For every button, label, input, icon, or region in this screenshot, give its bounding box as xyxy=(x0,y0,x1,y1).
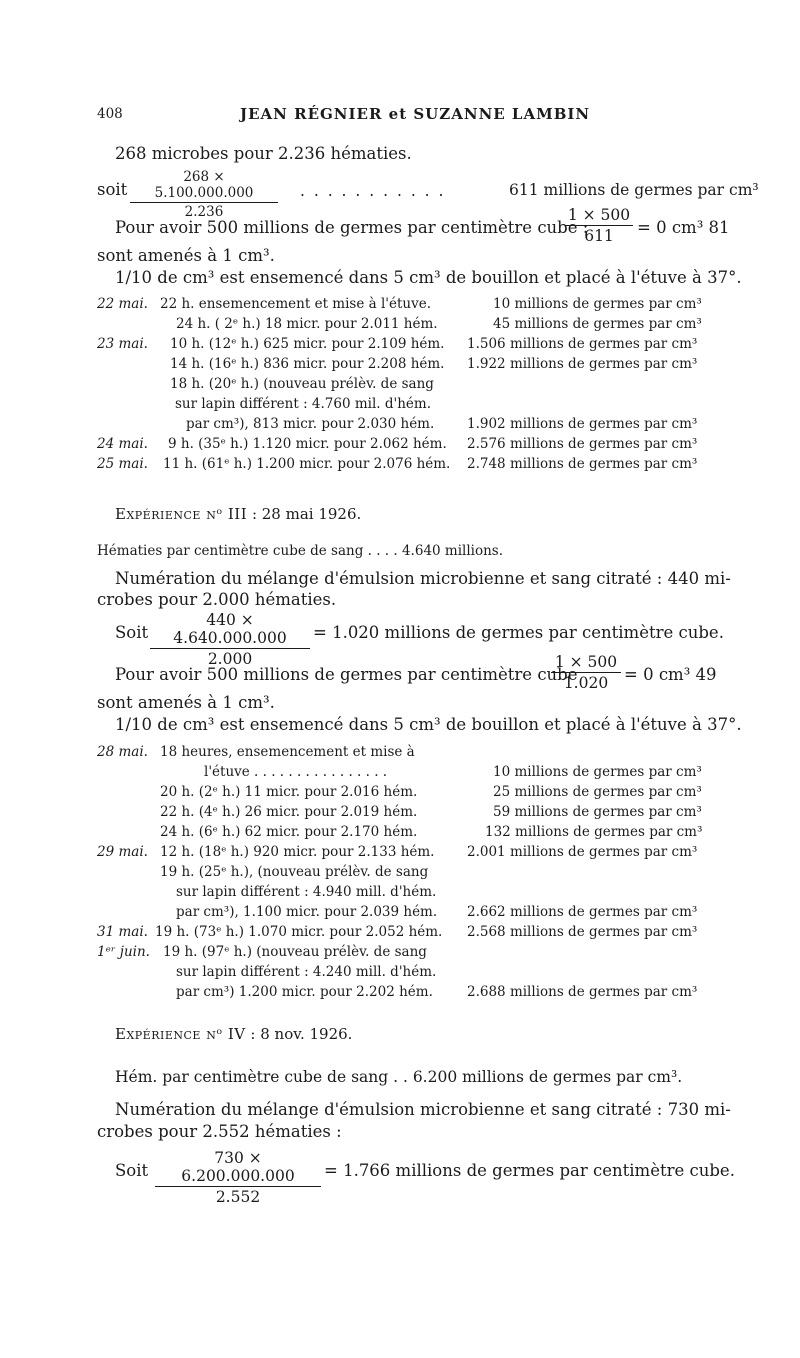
date-cell: 24 mai. xyxy=(97,436,148,452)
desc-cell: 18 heures, ensemencement et mise à xyxy=(160,744,415,760)
date-cell: 28 mai. xyxy=(97,744,148,760)
desc-cell: 14 h. (16ᵉ h.) 836 micr. pour 2.208 hém. xyxy=(170,356,445,372)
ensemence-line: 1/10 de cm³ est ensemencé dans 5 cm³ de bouillon et placé à l'étuve à 37°. xyxy=(115,715,742,734)
desc-cell: 12 h. (18ᵉ h.) 920 micr. pour 2.133 hém. xyxy=(160,844,435,860)
desc-cell: 9 h. (35ᵉ h.) 1.120 micr. pour 2.062 hém. xyxy=(168,436,447,452)
soit-word: Soit xyxy=(115,623,149,642)
section-heading-exp4 xyxy=(115,1025,352,1043)
sont-amenes: sont amenés à 1 cm³. xyxy=(97,246,275,265)
soit-word: soit xyxy=(97,180,128,199)
fraction-result: = 0 cm³ 49 xyxy=(624,665,717,684)
fraction-denominator: 2.552 xyxy=(215,1188,261,1206)
fraction-result: = 1.766 millions de germes par centimètre cube. xyxy=(324,1161,735,1180)
desc-cell: 11 h. (61ᵉ h.) 1.200 micr. pour 2.076 hém. xyxy=(163,456,451,472)
fraction-numerator: 1 × 500 xyxy=(551,653,621,673)
result-cell: 2.662 millions de germes par cm³ xyxy=(467,904,698,920)
heading-date: : 8 nov. 1926. xyxy=(250,1025,353,1043)
desc-cell: par cm³), 1.100 micr. pour 2.039 hém. xyxy=(176,904,438,920)
numeration-line-2: crobes pour 2.000 hématies. xyxy=(97,590,337,609)
date-cell: 25 mai. xyxy=(97,456,148,472)
desc-cell: 22 h. (4ᵉ h.) 26 micr. pour 2.019 hém. xyxy=(160,804,418,820)
fraction-result: = 1.020 millions de germes par centimètre cube. xyxy=(313,623,724,642)
heading-label: Expérience nᵒ IV xyxy=(115,1025,246,1043)
fraction-denominator: 2.236 xyxy=(184,204,224,220)
result-cell: 1.902 millions de germes par cm³ xyxy=(467,416,698,432)
result-cell: 10 millions de germes par cm³ xyxy=(493,764,702,780)
desc-cell: 10 h. (12ᵉ h.) 625 micr. pour 2.109 hém. xyxy=(170,336,445,352)
desc-cell: par cm³) 1.200 micr. pour 2.202 hém. xyxy=(176,984,433,1000)
fraction-dose xyxy=(551,653,621,692)
date-cell: 23 mai. xyxy=(97,336,148,352)
desc-cell: 20 h. (2ᵉ h.) 11 micr. pour 2.016 hém. xyxy=(160,784,418,800)
count-line: 268 microbes pour 2.236 hématies. xyxy=(115,144,412,163)
fraction-numerator: 730 × 6.200.000.000 xyxy=(155,1149,321,1187)
desc-cell: 24 h. (6ᵉ h.) 62 micr. pour 2.170 hém. xyxy=(160,824,418,840)
date-cell: 22 mai. xyxy=(97,296,148,312)
result-cell: 1.922 millions de germes par cm³ xyxy=(467,356,698,372)
fraction-germs xyxy=(155,1149,321,1206)
fraction-germs xyxy=(130,169,278,220)
fraction-germs xyxy=(150,611,310,668)
desc-cell: 19 h. (97ᵉ h.) (nouveau prélèv. de sang xyxy=(163,944,427,960)
sont-amenes: sont amenés à 1 cm³. xyxy=(97,693,275,712)
numeration-line-2: crobes pour 2.552 hématies : xyxy=(97,1122,342,1141)
desc-cell: sur lapin différent : 4.940 mill. d'hém. xyxy=(176,884,437,900)
result-cell: 2.576 millions de germes par cm³ xyxy=(467,436,698,452)
date-cell: 31 mai. xyxy=(97,924,148,940)
fraction-denominator: 1.020 xyxy=(563,674,609,692)
result-cell: 2.748 millions de germes par cm³ xyxy=(467,456,698,472)
fraction-dose xyxy=(565,206,633,245)
hematies-line: Hématies par centimètre cube de sang . . . . 4.640 millions. xyxy=(97,543,504,559)
desc-cell: 18 h. (20ᵉ h.) (nouveau prélèv. de sang xyxy=(170,376,434,392)
date-cell: 1ᵉʳ juin. xyxy=(97,944,150,960)
result-cell: 2.688 millions de germes par cm³ xyxy=(467,984,698,1000)
fraction-numerator: 268 × 5.100.000.000 xyxy=(130,169,278,203)
result-cell: 2.568 millions de germes par cm³ xyxy=(467,924,698,940)
result-cell: 45 millions de germes par cm³ xyxy=(493,316,702,332)
hem-line: Hém. par centimètre cube de sang . . 6.200 millions de germes par cm³. xyxy=(115,1068,683,1086)
fraction-numerator: 1 × 500 xyxy=(565,206,633,226)
fraction-denominator: 611 xyxy=(584,227,614,245)
desc-cell: sur lapin différent : 4.760 mil. d'hém. xyxy=(175,396,431,412)
ensemence-line: 1/10 de cm³ est ensemencé dans 5 cm³ de bouillon et placé à l'étuve à 37°. xyxy=(115,268,742,287)
heading-date: : 28 mai 1926. xyxy=(251,505,362,523)
desc-cell: 22 h. ensemencement et mise à l'étuve. xyxy=(160,296,432,312)
result-cell: 59 millions de germes par cm³ xyxy=(493,804,702,820)
desc-cell: par cm³), 813 micr. pour 2.030 hém. xyxy=(186,416,435,432)
result-cell: 10 millions de germes par cm³ xyxy=(493,296,702,312)
numeration-line-1: Numération du mélange d'émulsion microbienne et sang citraté : 440 mi- xyxy=(115,569,731,588)
running-title: JEAN RÉGNIER et SUZANNE LAMBIN xyxy=(240,105,591,123)
desc-cell: l'étuve . . . . . . . . . . . . . . . . xyxy=(204,764,388,780)
leader-dots: . . . . . . . . . . . xyxy=(300,182,446,200)
desc-cell: 19 h. (73ᵉ h.) 1.070 micr. pour 2.052 hém. xyxy=(155,924,443,940)
page-number: 408 xyxy=(97,106,123,122)
section-heading-exp3 xyxy=(115,505,361,523)
desc-cell: 24 h. ( 2ᵉ h.) 18 micr. pour 2.011 hém. xyxy=(176,316,438,332)
heading-label: Expérience nᵒ III xyxy=(115,505,248,523)
numeration-line-1: Numération du mélange d'émulsion microbienne et sang citraté : 730 mi- xyxy=(115,1100,731,1119)
soit-word: Soit xyxy=(115,1161,149,1180)
pour-avoir-line: Pour avoir 500 millions de germes par centimètre cube : xyxy=(115,218,589,237)
result-cell: 1.506 millions de germes par cm³ xyxy=(467,336,698,352)
desc-cell: sur lapin différent : 4.240 mill. d'hém. xyxy=(176,964,437,980)
desc-cell: 19 h. (25ᵉ h.), (nouveau prélèv. de sang xyxy=(160,864,429,880)
date-cell: 29 mai. xyxy=(97,844,148,860)
pour-avoir-line: Pour avoir 500 millions de germes par centimètre cube xyxy=(115,665,578,684)
result-cell: 2.001 millions de germes par cm³ xyxy=(467,844,698,860)
fraction-result: 611 millions de germes par cm³ xyxy=(509,181,759,199)
result-cell: 132 millions de germes par cm³ xyxy=(485,824,703,840)
fraction-result: = 0 cm³ 81 xyxy=(637,218,730,237)
result-cell: 25 millions de germes par cm³ xyxy=(493,784,702,800)
fraction-denominator: 2.000 xyxy=(207,650,253,668)
fraction-numerator: 440 × 4.640.000.000 xyxy=(150,611,310,649)
